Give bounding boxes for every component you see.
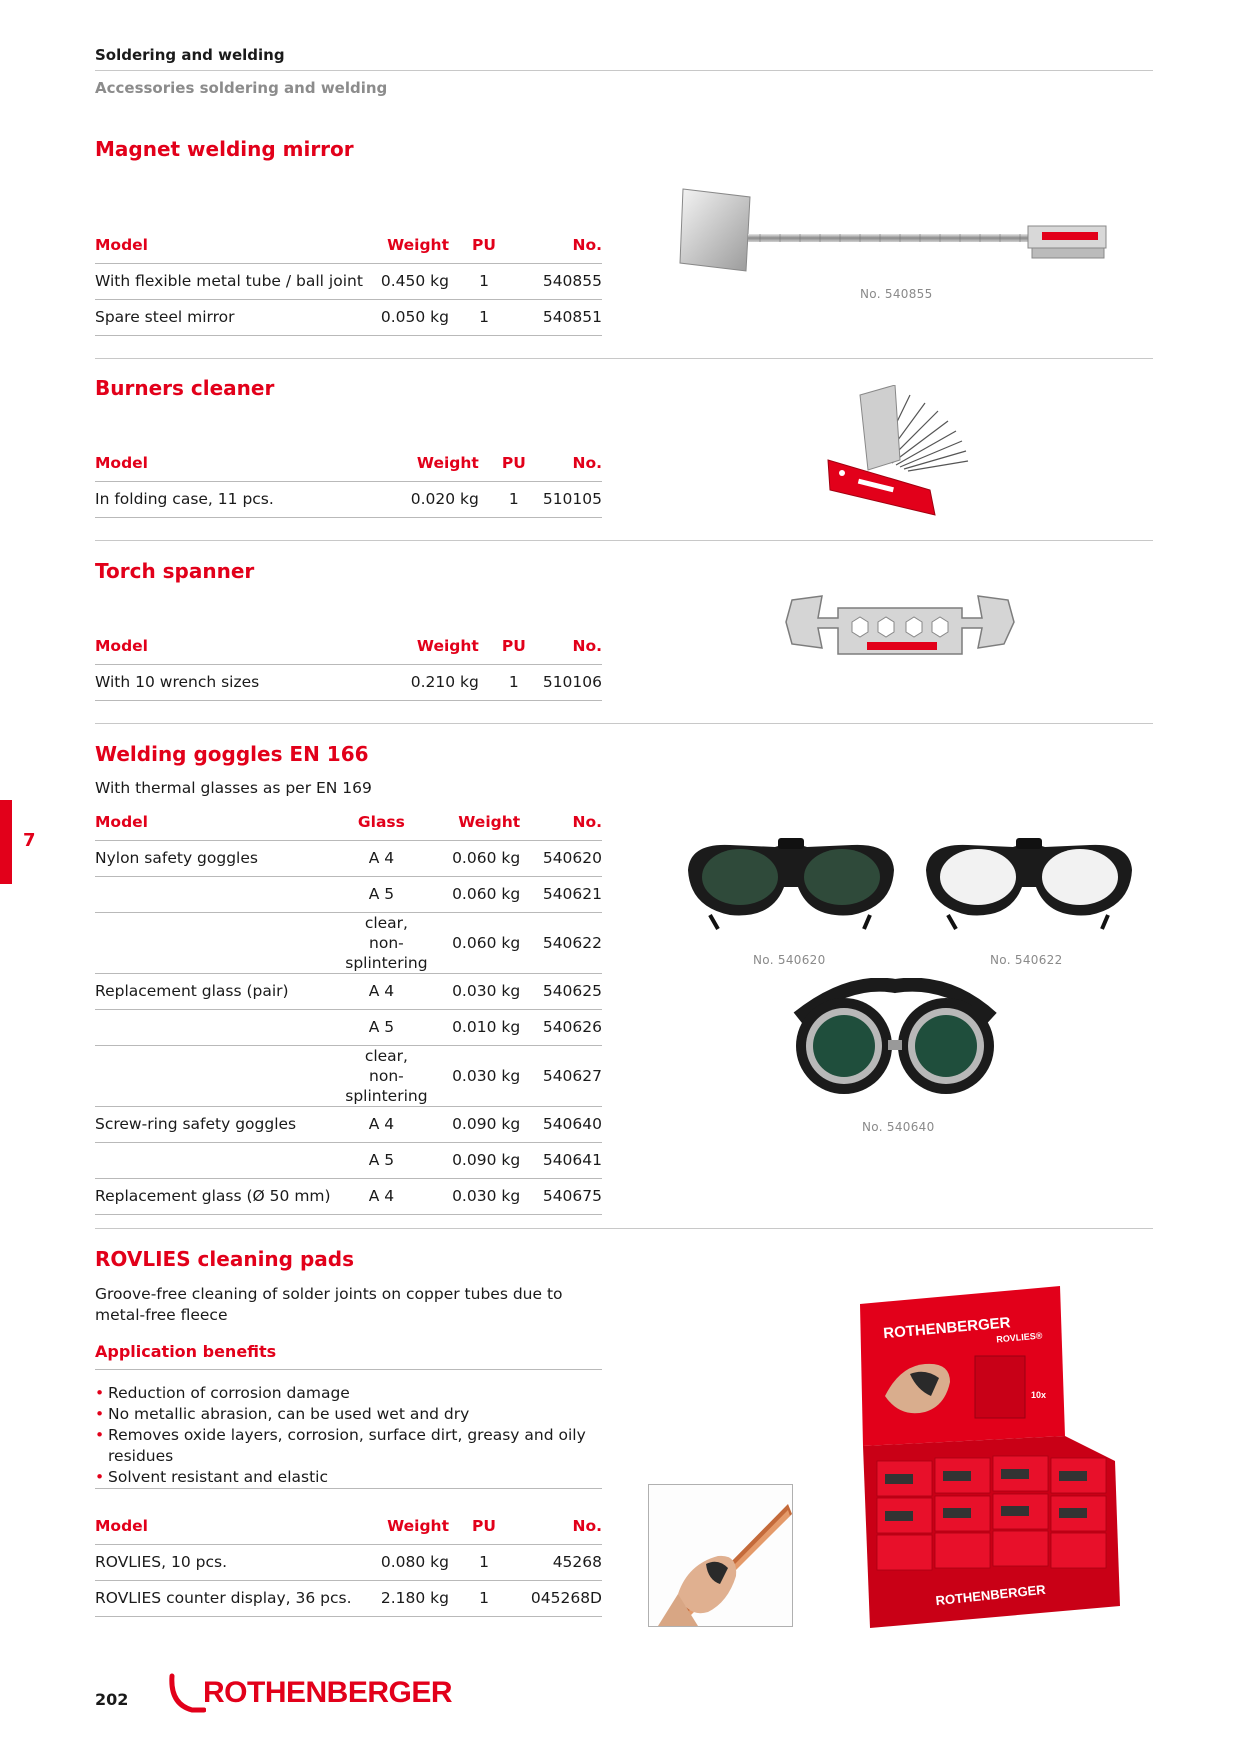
category-heading: Soldering and welding: [95, 46, 285, 64]
col-model: Model: [95, 628, 403, 664]
list-item: • Removes oxide layers, corrosion, surface dirt, greasy and oily residues: [95, 1426, 586, 1465]
benefits-divider: [95, 1369, 602, 1370]
benefits-bottom-divider: [95, 1488, 602, 1489]
cell-no: 45268: [513, 1544, 602, 1580]
section-title-mirror: Magnet welding mirror: [95, 137, 354, 161]
section-divider: [95, 540, 1153, 541]
cell-pu: 1: [455, 299, 513, 335]
goggles-table: [95, 804, 602, 1215]
table-row: [95, 1009, 602, 1045]
cell-model: [95, 1045, 331, 1106]
section-title-spanner: Torch spanner: [95, 559, 255, 583]
cell-pu: 1: [485, 664, 543, 700]
spanner-table: [95, 628, 602, 701]
cell-weight: 0.090 kg: [432, 1142, 527, 1178]
rovlies-counter-display-image: [855, 1286, 1145, 1628]
cell-glass: A 4: [331, 973, 431, 1009]
cell-weight: 0.060 kg: [432, 876, 527, 912]
cell-weight: 0.060 kg: [432, 912, 527, 973]
cell-model: ROVLIES, 10 pcs.: [95, 1544, 373, 1580]
col-weight: Weight: [432, 804, 527, 840]
cell-model: Nylon safety goggles: [95, 840, 331, 876]
header-divider: [95, 70, 1153, 71]
cell-weight: 0.030 kg: [432, 973, 527, 1009]
magnet-mirror-image: [670, 183, 1150, 293]
cell-no: 540622: [526, 912, 602, 973]
caption-goggles-tinted: No. 540620: [753, 953, 826, 967]
table-row: [95, 1178, 602, 1214]
section-title-goggles: Welding goggles EN 166: [95, 742, 369, 766]
benefits-list: [95, 1383, 602, 1488]
table-row: [95, 840, 602, 876]
col-no: No.: [513, 1508, 602, 1544]
table-row: [95, 664, 602, 700]
cell-model: [95, 876, 331, 912]
cell-no: 540620: [526, 840, 602, 876]
cell-no: 510105: [543, 481, 602, 517]
cell-model: Spare steel mirror: [95, 299, 373, 335]
cell-model: [95, 1142, 331, 1178]
cell-weight: 0.050 kg: [373, 299, 455, 335]
table-header-row: [95, 1508, 602, 1544]
cell-glass: A 4: [331, 1106, 431, 1142]
cell-glass: A 5: [331, 1009, 431, 1045]
subcategory-heading: Accessories soldering and welding: [95, 79, 388, 97]
cell-glass: clear, non-splintering: [331, 1045, 431, 1106]
cell-model: In folding case, 11 pcs.: [95, 481, 403, 517]
cell-no: 540621: [526, 876, 602, 912]
cell-no: 540625: [526, 973, 602, 1009]
page-number: 202: [95, 1690, 129, 1709]
section-title-rovlies: ROVLIES cleaning pads: [95, 1247, 354, 1271]
cell-glass: clear, non-splintering: [331, 912, 431, 973]
table-row: [95, 1045, 602, 1106]
table-header-row: [95, 227, 602, 263]
cell-model: Replacement glass (Ø 50 mm): [95, 1178, 331, 1214]
cell-weight: 0.450 kg: [373, 263, 455, 299]
rothenberger-logo-icon: [166, 1670, 206, 1716]
nylon-goggles-clear-image: [918, 835, 1140, 930]
cell-weight: 0.010 kg: [432, 1009, 527, 1045]
cell-no: 540851: [513, 299, 602, 335]
list-item: • Reduction of corrosion damage: [95, 1384, 350, 1402]
cell-glass: A 5: [331, 1142, 431, 1178]
col-no: No.: [526, 804, 602, 840]
col-model: Model: [95, 227, 373, 263]
table-header-row: [95, 628, 602, 664]
caption-goggles-clear: No. 540622: [990, 953, 1063, 967]
cell-weight: 0.210 kg: [403, 664, 485, 700]
cell-pu: 1: [455, 263, 513, 299]
col-weight: Weight: [403, 445, 485, 481]
col-weight: Weight: [403, 628, 485, 664]
col-no: No.: [543, 628, 602, 664]
cell-model: ROVLIES counter display, 36 pcs.: [95, 1580, 373, 1616]
rothenberger-logo-text: ROTHENBERGER: [203, 1676, 453, 1709]
torch-spanner-image: [782, 592, 1022, 672]
col-weight: Weight: [373, 227, 455, 263]
cell-no: 540627: [526, 1045, 602, 1106]
table-row: [95, 263, 602, 299]
display-product-text: ROVLIES®: [995, 1330, 1043, 1345]
col-model: Model: [95, 804, 331, 840]
burners-table: [95, 445, 602, 518]
cell-weight: 0.020 kg: [403, 481, 485, 517]
section-divider: [95, 723, 1153, 724]
display-count-text: 10x: [1031, 1390, 1047, 1400]
cell-no: 540640: [526, 1106, 602, 1142]
col-no: No.: [513, 227, 602, 263]
table-row: [95, 1106, 602, 1142]
cell-glass: A 4: [331, 840, 431, 876]
chapter-tab: [0, 800, 12, 884]
cell-no: 540855: [513, 263, 602, 299]
section-title-burners: Burners cleaner: [95, 376, 275, 400]
benefits-title: Application benefits: [95, 1342, 277, 1361]
col-glass: Glass: [331, 804, 431, 840]
goggles-subtitle: With thermal glasses as per EN 169: [95, 779, 372, 797]
cell-weight: 0.030 kg: [432, 1178, 527, 1214]
rovlies-hand-image: [648, 1484, 794, 1628]
nylon-goggles-tinted-image: [680, 835, 902, 930]
section-divider: [95, 358, 1153, 359]
cell-pu: 1: [485, 481, 543, 517]
table-row: [95, 973, 602, 1009]
table-header-row: [95, 445, 602, 481]
table-header-row: [95, 804, 602, 840]
cell-weight: 0.060 kg: [432, 840, 527, 876]
cell-no: 540641: [526, 1142, 602, 1178]
chapter-number: 7: [23, 830, 36, 851]
col-model: Model: [95, 445, 403, 481]
cell-pu: 1: [455, 1544, 513, 1580]
cell-no: 540675: [526, 1178, 602, 1214]
cell-glass: A 5: [331, 876, 431, 912]
col-no: No.: [543, 445, 602, 481]
cell-weight: 0.030 kg: [432, 1045, 527, 1106]
rovlies-table: [95, 1508, 602, 1617]
cell-weight: 0.090 kg: [432, 1106, 527, 1142]
rovlies-description: Groove-free cleaning of solder joints on copper tubes due to metal-free fleece: [95, 1285, 563, 1324]
cell-no: 045268D: [513, 1580, 602, 1616]
caption-mirror: No. 540855: [860, 287, 933, 301]
cell-model: With 10 wrench sizes: [95, 664, 403, 700]
cell-weight: 2.180 kg: [373, 1580, 455, 1616]
display-front-brand-text: ROTHENBERGER: [934, 1581, 1047, 1609]
section-divider: [95, 1228, 1153, 1229]
screw-ring-goggles-image: [788, 978, 1002, 1098]
col-pu: PU: [485, 628, 543, 664]
cell-model: [95, 1009, 331, 1045]
cell-model: [95, 912, 331, 973]
table-row: [95, 1142, 602, 1178]
col-model: Model: [95, 1508, 373, 1544]
cell-glass: A 4: [331, 1178, 431, 1214]
list-item: • Solvent resistant and elastic: [95, 1468, 329, 1486]
cell-no: 510106: [543, 664, 602, 700]
table-row: [95, 299, 602, 335]
cell-no: 540626: [526, 1009, 602, 1045]
burners-cleaner-image: [820, 385, 980, 525]
caption-screw-ring: No. 540640: [862, 1120, 935, 1134]
col-pu: PU: [455, 1508, 513, 1544]
col-weight: Weight: [373, 1508, 455, 1544]
cell-model: Screw-ring safety goggles: [95, 1106, 331, 1142]
table-row: [95, 481, 602, 517]
cell-model: Replacement glass (pair): [95, 973, 331, 1009]
display-brand-text: ROTHENBERGER: [882, 1314, 1012, 1343]
col-pu: PU: [455, 227, 513, 263]
cell-weight: 0.080 kg: [373, 1544, 455, 1580]
list-item: • No metallic abrasion, can be used wet and dry: [95, 1405, 470, 1423]
table-row: [95, 876, 602, 912]
mirror-table: [95, 227, 602, 336]
table-row: [95, 912, 602, 973]
table-row: [95, 1544, 602, 1580]
table-row: [95, 1580, 602, 1616]
cell-pu: 1: [455, 1580, 513, 1616]
cell-model: With flexible metal tube / ball joint: [95, 263, 373, 299]
col-pu: PU: [485, 445, 543, 481]
